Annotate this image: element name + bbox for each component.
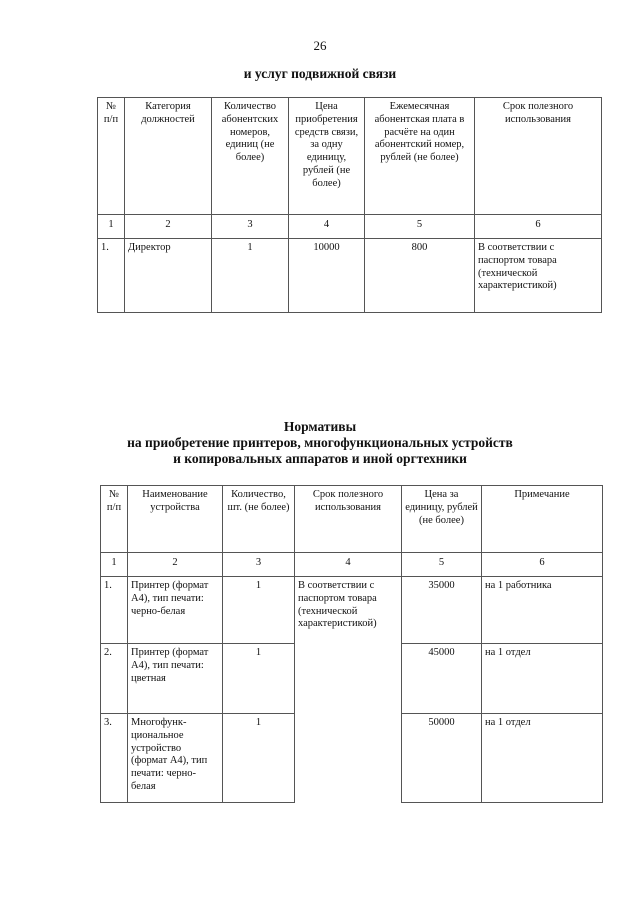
row-number-cell: 1. [101, 577, 128, 644]
header-cell-useful-life: Срок полезного использования [475, 98, 602, 215]
mobile-communication-table [97, 97, 602, 313]
office-equipment-table [100, 485, 603, 803]
row-number-cell: 3. [101, 714, 128, 803]
note-cell: на 1 отдел [482, 714, 603, 803]
monthly-fee-cell: 800 [365, 239, 475, 313]
section-subtitle-line1: на приобретение принтеров, многофункциональных устройств [127, 435, 513, 450]
section-heading: и услуг подвижной связи [243, 66, 397, 81]
category-cell: Директор [125, 239, 212, 313]
device-name-cell: Принтер (формат А4), тип печати: цветная [128, 644, 223, 714]
unit-price-cell: 35000 [402, 577, 482, 644]
column-number: 1 [101, 553, 128, 577]
column-number: 3 [223, 553, 295, 577]
table-row [101, 577, 603, 644]
header-cell-device-name: Наименование устройства [128, 486, 223, 553]
column-number: 5 [402, 553, 482, 577]
page-number: 26 [313, 38, 327, 53]
quantity-cell: 1 [212, 239, 289, 313]
quantity-cell: 1 [223, 577, 295, 644]
header-cell-quantity: Количество абонентских номеров, единиц (не более) [212, 98, 289, 215]
header-cell-unit-price: Цена за единицу, рублей (не более) [402, 486, 482, 553]
column-number: 4 [289, 215, 365, 239]
section-subtitle-line2: и копировальных аппаратов и иной оргтехники [173, 451, 467, 466]
column-number: 2 [128, 553, 223, 577]
price-cell: 10000 [289, 239, 365, 313]
column-number: 1 [98, 215, 125, 239]
header-cell-category: Категория должностей [125, 98, 212, 215]
header-cell-number: № п/п [101, 486, 128, 553]
note-cell: на 1 работника [482, 577, 603, 644]
header-cell-monthly-fee: Ежемесячная абонентская плата в расчёте на один абонентский номер, рублей (не более) [365, 98, 475, 215]
unit-price-cell: 50000 [402, 714, 482, 803]
column-number: 5 [365, 215, 475, 239]
note-cell: на 1 отдел [482, 644, 603, 714]
column-number: 6 [482, 553, 603, 577]
quantity-cell: 1 [223, 644, 295, 714]
column-number: 6 [475, 215, 602, 239]
column-number: 3 [212, 215, 289, 239]
header-cell-number: № п/п [98, 98, 125, 215]
row-number-cell: 2. [101, 644, 128, 714]
useful-life-cell: В соответствии с паспортом товара (технической характеристикой) [475, 239, 602, 313]
quantity-cell: 1 [223, 714, 295, 803]
header-cell-quantity: Количество, шт. (не более) [223, 486, 295, 553]
device-name-cell: Принтер (формат А4), тип печати: черно-белая [128, 577, 223, 644]
column-number: 4 [295, 553, 402, 577]
header-cell-useful-life: Срок полезного использования [295, 486, 402, 553]
row-number-cell: 1. [98, 239, 125, 313]
header-cell-note: Примечание [482, 486, 603, 553]
header-cell-price: Цена приобретения средств связи, за одну единицу, рублей (не более) [289, 98, 365, 215]
useful-life-cell: В соответствии с паспортом товара (технической характеристикой) [295, 577, 402, 803]
unit-price-cell: 45000 [402, 644, 482, 714]
section-title: Нормативы [283, 419, 357, 434]
device-name-cell: Многофунк-циональное устройство (формат А4), тип печати: черно-белая [128, 714, 223, 803]
table-row [98, 239, 602, 313]
column-number: 2 [125, 215, 212, 239]
